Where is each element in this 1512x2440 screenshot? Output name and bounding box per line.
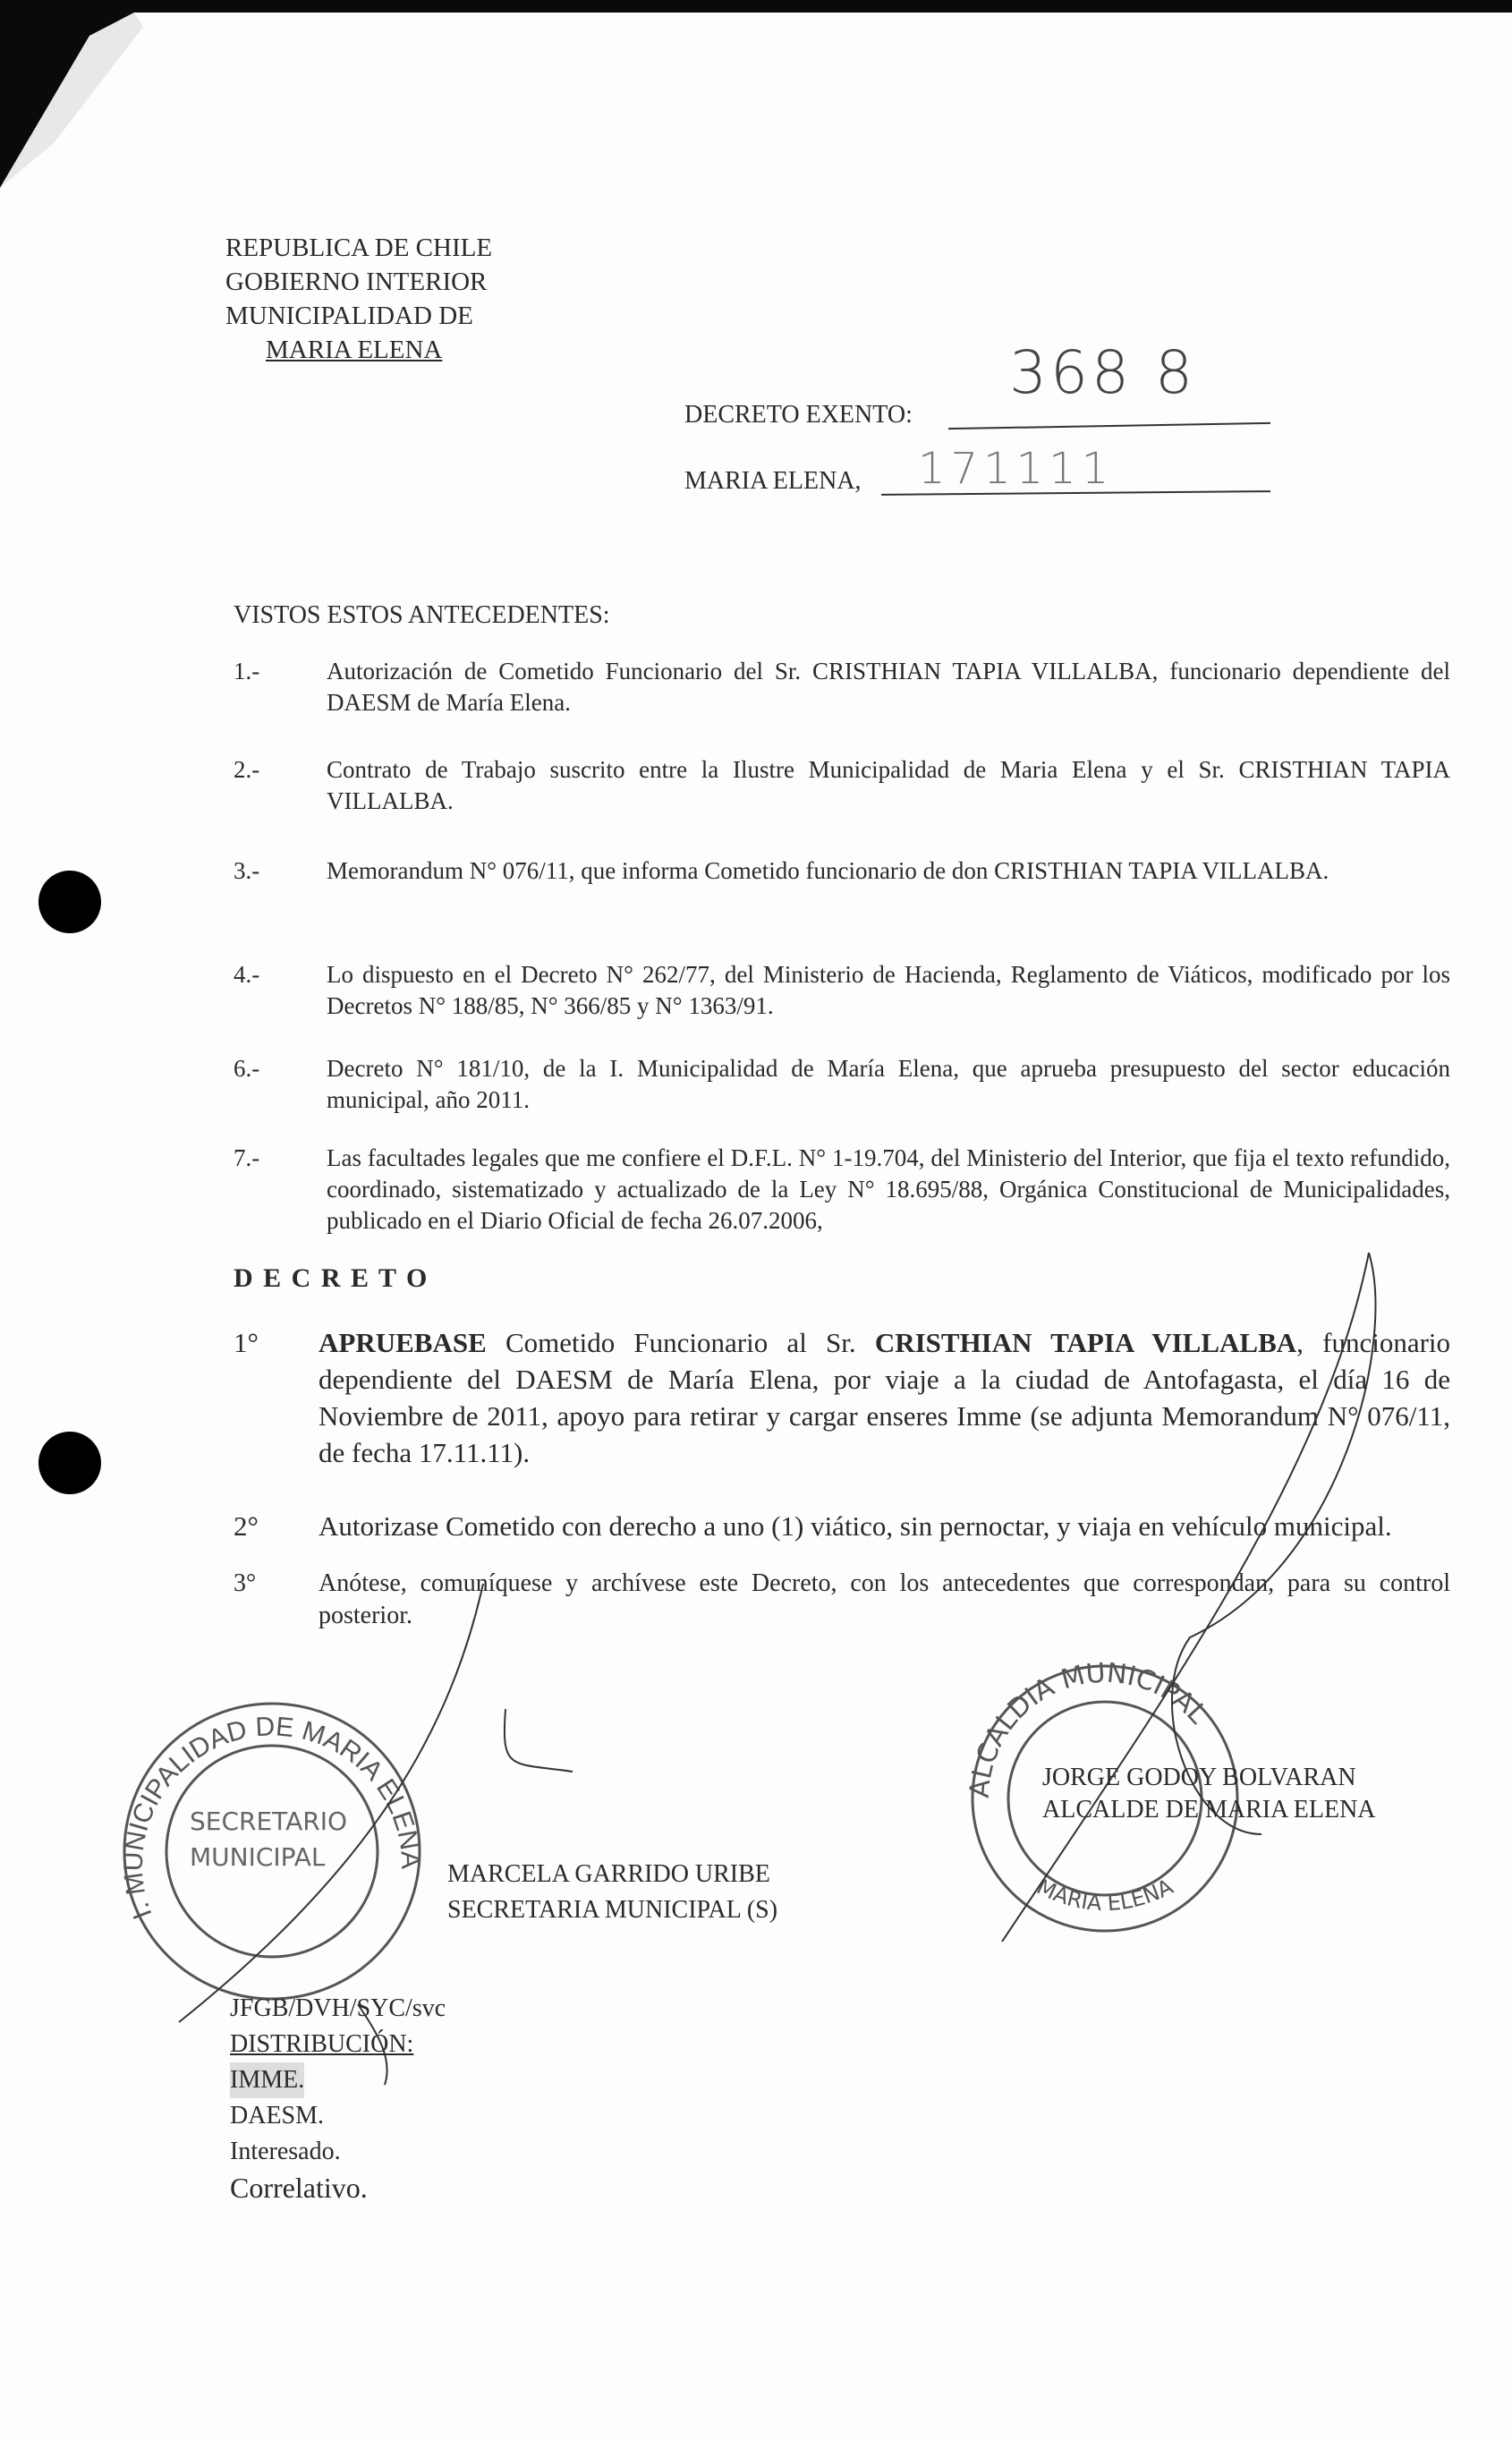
mayor-title: ALCALDE DE MARIA ELENA <box>1042 1796 1376 1824</box>
date-label: MARIA ELENA, <box>684 467 862 495</box>
vistos-item: 6.- Decreto N° 181/10, de la I. Municipalidad de María Elena, que aprueba presupuesto del sector educación municipal, año 2011. <box>234 1055 1450 1113</box>
decree-number-label: DECRETO EXENTO: <box>684 401 913 429</box>
vistos-title: VISTOS ESTOS ANTECEDENTES: <box>234 601 610 629</box>
letterhead-line: MUNICIPALIDAD DE <box>225 302 473 330</box>
distribution-title: DISTRIBUCIÓN: <box>230 2030 414 2058</box>
letterhead-line: GOBIERNO INTERIOR <box>225 268 488 296</box>
distribution <box>230 1991 446 2206</box>
decreto-item: 3° Anótese, comuníquese y archívese este Decreto, con los antecedentes que correspondan, para su control posterior. <box>234 1569 1450 1629</box>
stamp-left-center: SECRETARIO <box>190 1807 347 1836</box>
signature-strokes <box>179 1253 1375 2085</box>
mayor-name: JORGE GODOY BOLVARAN <box>1042 1764 1356 1791</box>
secretary-title: SECRETARIA MUNICIPAL (S) <box>447 1896 778 1924</box>
vistos-item: 4.- Lo dispuesto en el Decreto N° 262/77, del Ministerio de Hacienda, Reglamento de Viáticos, modificado por los Decretos N° 188/85, N° 366/85 y N° 1363/91. <box>234 961 1450 1019</box>
distribution-item: IMME. <box>230 2062 304 2098</box>
stamp-left-center: MUNICIPAL <box>190 1842 326 1872</box>
letterhead-line: REPUBLICA DE CHILE <box>225 234 493 262</box>
distribution-item: Correlativo. <box>230 2172 368 2204</box>
vistos-item: 1.- Autorización de Cometido Funcionario del Sr. CRISTHIAN TAPIA VILLALBA, funcionario dependiente del DAESM de María Elena. <box>234 658 1450 716</box>
stamp-right-text: ALCALDIA MUNICIPAL <box>964 1657 1214 1799</box>
decreto-item: 2° Autorizase Cometido con derecho a uno (1) viático, sin pernoctar, y viaja en vehículo municipal. <box>234 1510 1392 1542</box>
stamp-left-text: I. MUNICIPALIDAD DE MARIA ELENA <box>118 1712 426 1924</box>
stamp-right-text: MARIA ELENA <box>1032 1874 1177 1917</box>
distribution-item: DAESM. <box>230 2102 325 2130</box>
decreto-title: D E C R E T O <box>234 1263 429 1293</box>
letterhead-line: MARIA ELENA <box>266 336 443 364</box>
vistos-item: 7.- Las facultades legales que me confiere el D.F.L. N° 1-19.704, del Ministerio del Interior, que fija el texto refundido, coordinado, sistematizado y actualizado de la Ley N° 18.695/88, Orgánica Constitucional de Municipalidades, publicado en el Diario Oficial de fecha 26.07.2006, <box>234 1144 1450 1234</box>
decreto-item: 1° APRUEBASE Cometido Funcionario al Sr. CRISTHIAN TAPIA VILLALBA, funcionario dependiente del DAESM de María Elena, por viaje a la ciudad de Antofagasta, el día 16 de Noviembre de 2011, apoyo para retirar y cargar enseres Imme (se adjunta Memorandum N° 076/11, de fecha 17.11.11). <box>234 1327 1451 1468</box>
distribution-item: Interesado. <box>230 2138 341 2165</box>
initials: JFGB/DVH/SYC/svc <box>230 1994 446 2022</box>
date-value: 171111 <box>918 444 1115 494</box>
vistos-item: 3.- Memorandum N° 076/11, que informa Cometido funcionario de don CRISTHIAN TAPIA VILLALBA. <box>234 857 1329 884</box>
vistos-item: 2.- Contrato de Trabajo suscrito entre la Ilustre Municipalidad de Maria Elena y el Sr. CRISTHIAN TAPIA VILLALBA. <box>234 756 1450 814</box>
decree-number-value: 368 8 <box>1009 338 1196 407</box>
secretary-name: MARCELA GARRIDO URIBE <box>447 1860 770 1888</box>
